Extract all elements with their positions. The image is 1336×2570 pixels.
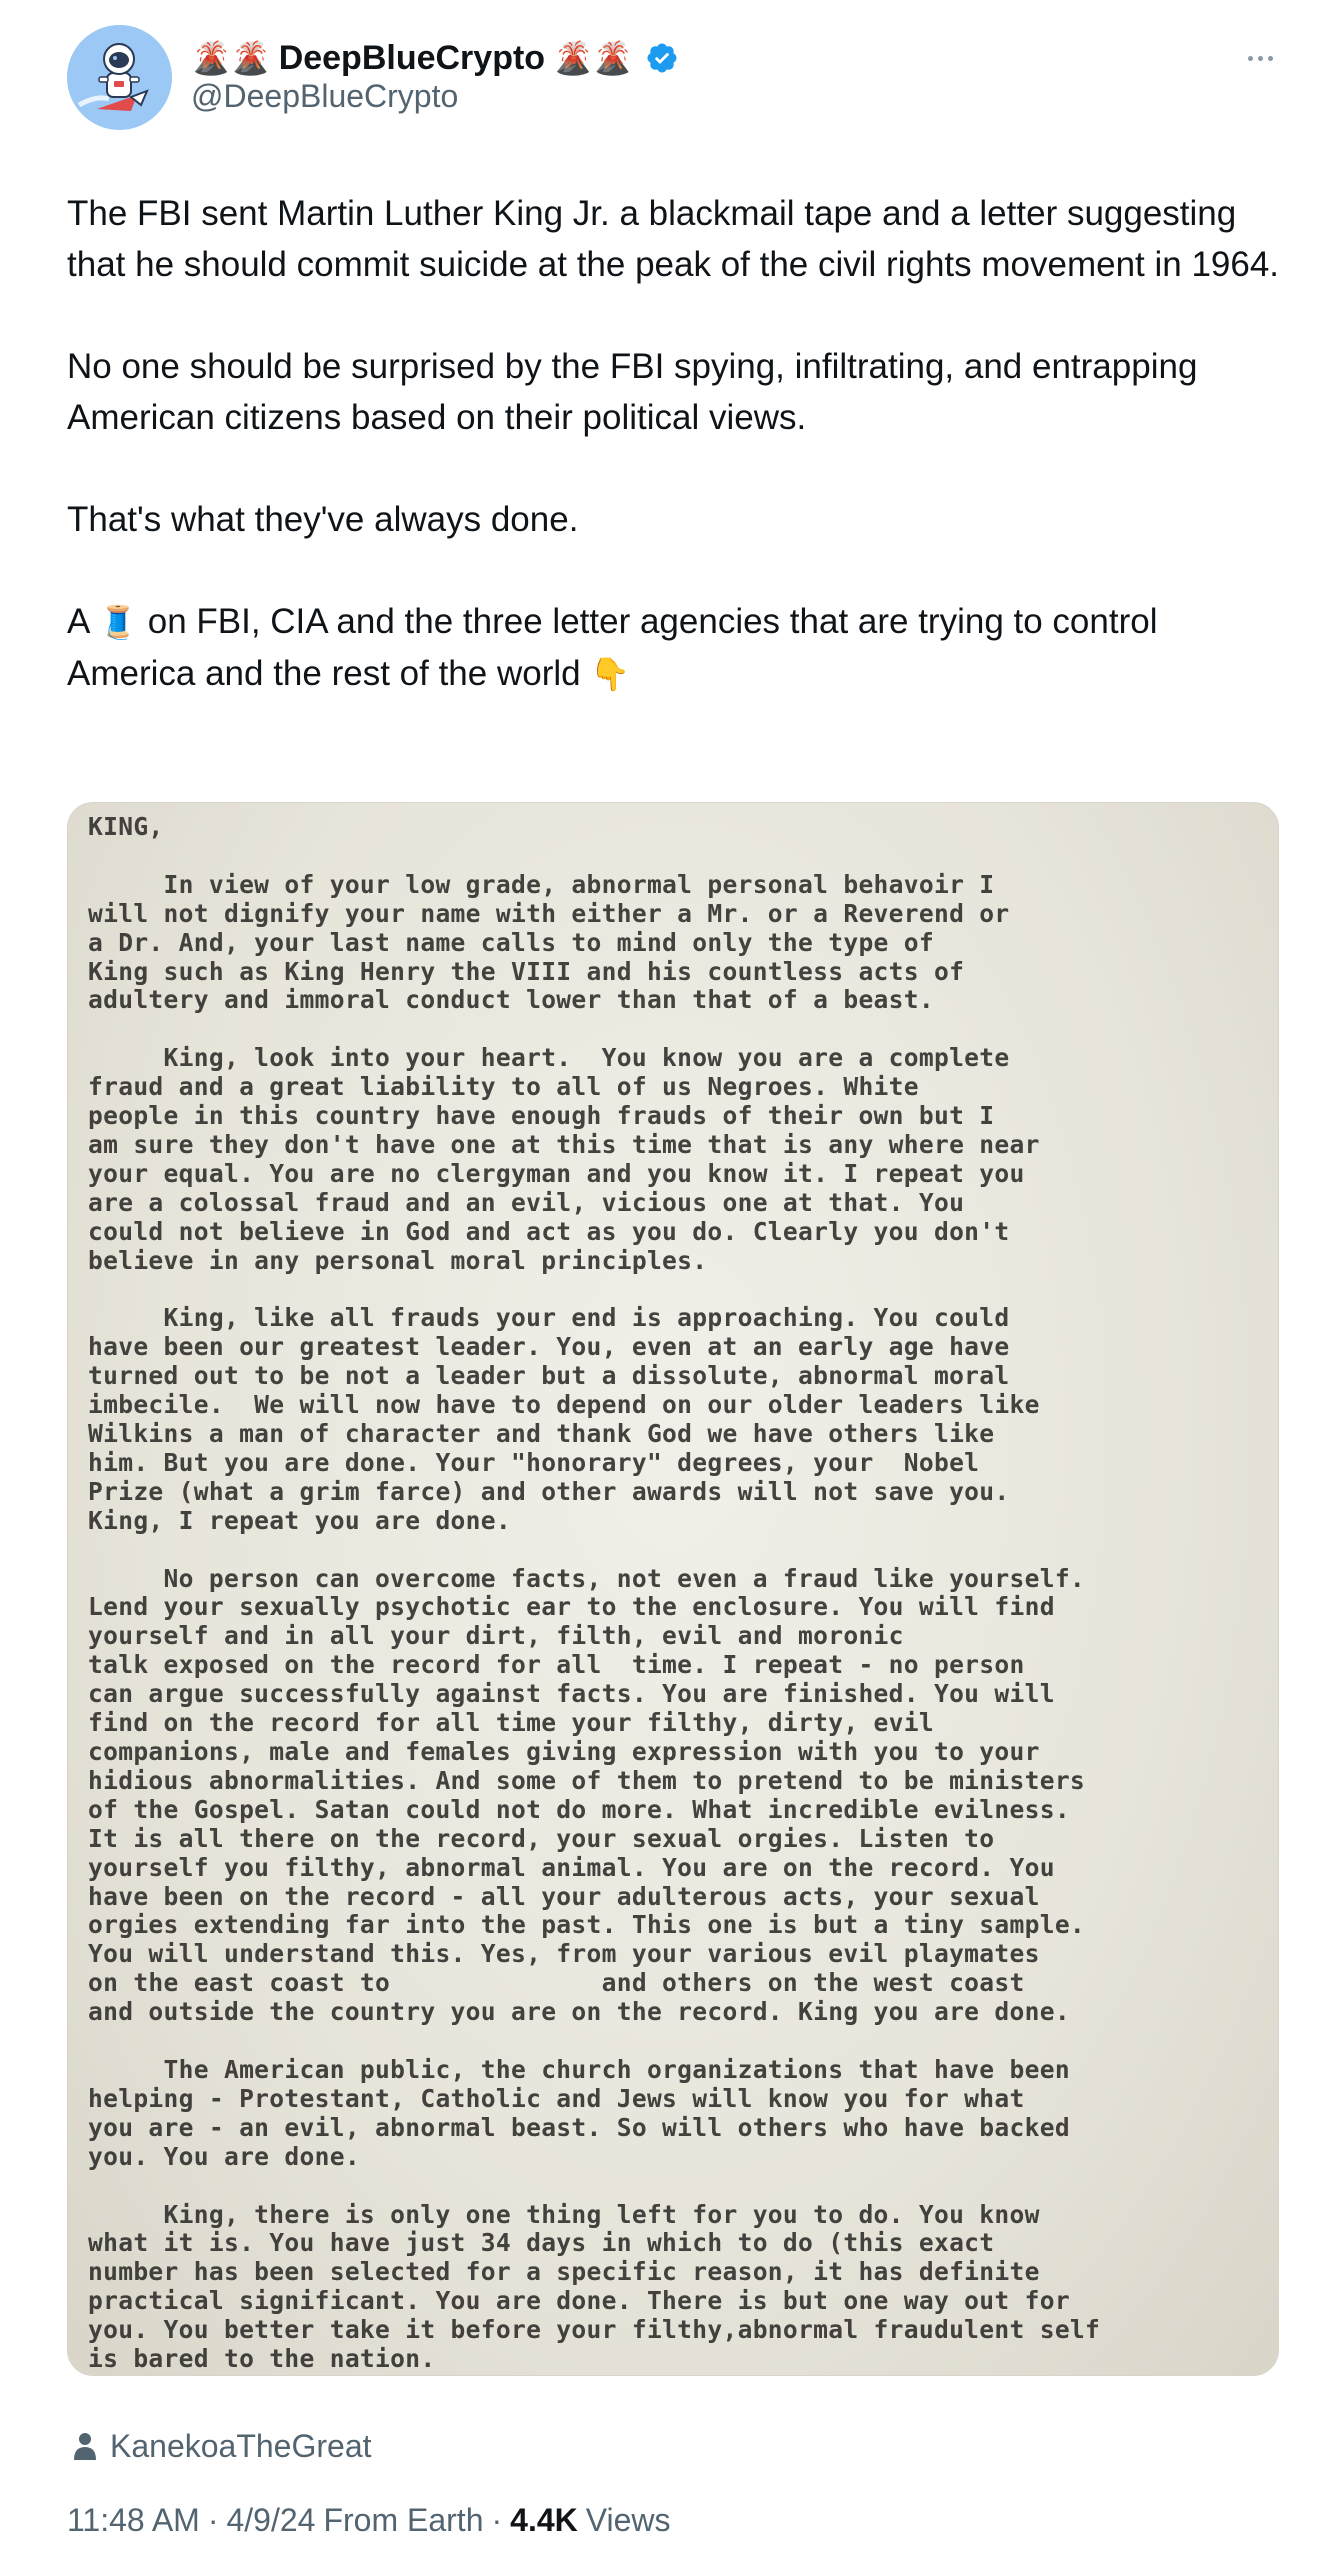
views-label: Views bbox=[585, 2501, 671, 2538]
volcano-emoji: 🌋🌋 bbox=[553, 40, 633, 76]
avatar[interactable] bbox=[67, 25, 172, 130]
tweet-text bbox=[67, 188, 1287, 700]
tweet-source: From Earth bbox=[323, 2501, 484, 2538]
author-name-text: DeepBlueCrypto bbox=[278, 38, 546, 77]
tweet-date[interactable]: 4/9/24 bbox=[226, 2501, 316, 2538]
tweet-paragraph: That's what they've always done. bbox=[67, 500, 579, 539]
person-icon bbox=[72, 2431, 98, 2461]
dot-icon bbox=[1258, 56, 1263, 61]
attribution-name: KanekoaTheGreat bbox=[110, 2427, 372, 2464]
thread-spool-emoji: 🧵 bbox=[98, 604, 138, 640]
thread-text: on FBI, CIA and the three letter agencies that are trying to control America and the rest of the world bbox=[67, 602, 1158, 693]
tweet-paragraph-thread bbox=[67, 596, 1287, 700]
views-count[interactable]: 4.4K bbox=[510, 2501, 578, 2538]
tweet-paragraph: No one should be surprised by the FBI spying, infiltrating, and entrapping American citizens based on their political views. bbox=[67, 347, 1198, 437]
tweet-meta bbox=[67, 2496, 671, 2544]
more-options-button[interactable] bbox=[1238, 36, 1282, 80]
letter-image[interactable] bbox=[67, 802, 1279, 2376]
author-handle[interactable]: @DeepBlueCrypto bbox=[191, 78, 459, 114]
letter-text: KING, In view of your low grade, abnormal personal behavoir I will not dignify your name with either a Mr. or a Reverend or a Dr. And, your last name calls to mind only the type of King such as King Henry the VIII and his countless acts of adultery and immoral conduct lower than that of a beast. King, look into your heart. You know you are a complete fraud and a great liability to all of us Negroes. White people in this country have enough frauds of their own but I am sure they don't have one at this time that is any where near your equal. You are no clergyman and you know it. I repeat you are a colossal fraud and an evil, vicious one at that. You could not believe in God and act as you do. Clearly you don't believe in any personal moral principles. King, like all frauds your end is approaching. You could have been our greatest leader. You, even at an early age have turned out to be not a leader but a dissolute, abnormal moral imbecile. We will now have to depend on our older leaders like Wilkins a man of character and thank God we have others like him. But you are done. Your "honorary" degrees, your Nobel Prize (what a grim farce) and other awards will not save you. King, I repeat you are done. No person can overcome facts, not even a fraud like yourself. Lend your sexually psychotic ear to the enclosure. You will find yourself and in all your dirt, filth, evil and moronic talk exposed on the record for all time. I repeat - no person can argue successfully against facts. You are finished. You will find on the record for all time your filthy, dirty, evil companions, male and females giving expression with you to your hidious abnormalities. And some of them to pretend to be ministers of the Gospel. Satan could not do more. What incredible evilness. It is all there on the record, your sexual orgies. Listen to yourself you filthy, abnormal animal. You are on the record. You have been on the record - all your adulterous acts, your sexual orgies extending far into the past. This one is but a tiny sample. You will understand this. Yes, from your various evil playmates on the east coast to and others on the west coast and outside the country you are on the record. King you are done. The American public, the church organizations that have been helping - Protestant, Catholic and Jews will know you for what you are - an evil, abnormal beast. So will others who have backed you. You are done. King, there is only one thing left for you to do. You know what it is. You have just 34 days in which to do (this exact number has been selected for a specific reason, it has definite practical significant. You are done. There is but one way out for you. You better take it before your filthy,abnormal fraudulent self is bared to the nation. bbox=[88, 812, 1101, 2374]
dot-icon bbox=[1268, 56, 1273, 61]
separator-dot: · bbox=[491, 2501, 503, 2538]
separator-dot: · bbox=[207, 2501, 219, 2538]
media-attribution[interactable] bbox=[72, 2424, 372, 2468]
verified-badge-icon bbox=[645, 41, 679, 75]
tweet-time[interactable]: 11:48 AM bbox=[67, 2501, 200, 2538]
thread-prefix: A bbox=[67, 602, 89, 641]
volcano-emoji: 🌋🌋 bbox=[191, 40, 271, 76]
astronaut-avatar-icon bbox=[67, 25, 172, 130]
dot-icon bbox=[1248, 56, 1253, 61]
tweet-paragraph: The FBI sent Martin Luther King Jr. a blackmail tape and a letter suggesting that he should commit suicide at the peak of the civil rights movement in 1964. bbox=[67, 194, 1280, 284]
pointing-down-emoji: 👇 bbox=[590, 656, 631, 692]
